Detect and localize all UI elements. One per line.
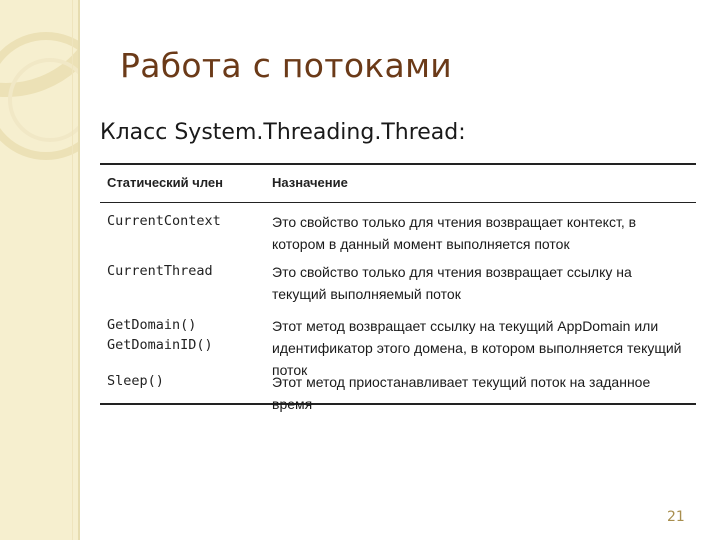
table-row — [100, 211, 696, 261]
member-description: Этот метод возвращает ссылку на текущий AppDomain или идентификатор этого домена, в котором выполняется текущий поток — [272, 318, 682, 378]
table-row — [100, 261, 696, 315]
slide-subtitle: Класс System.Threading.Thread: — [100, 120, 466, 145]
table-header-row — [100, 165, 696, 200]
members-table — [100, 163, 696, 412]
table-row — [100, 371, 696, 412]
decorative-sidebar — [0, 0, 78, 540]
member-name: CurrentThread — [107, 263, 213, 279]
decorative-circles — [0, 0, 78, 540]
table-header-rule — [100, 202, 696, 203]
member-name: CurrentContext — [107, 213, 221, 229]
member-description: Этот метод приостанавливает текущий поток на заданное время — [272, 374, 651, 412]
member-description: Это свойство только для чтения возвращает ссылку на текущий выполняемый поток — [272, 264, 632, 302]
sidebar-divider-inner — [72, 0, 73, 540]
member-name-line: GetDomainID() — [107, 337, 213, 353]
header-member: Статический член — [107, 175, 223, 190]
sidebar-divider — [78, 0, 80, 540]
slide-title: Работа с потоками — [120, 46, 453, 85]
member-name: Sleep() — [107, 373, 164, 389]
member-name — [100, 315, 272, 355]
header-purpose: Назначение — [272, 175, 348, 190]
member-name-line: GetDomain() — [107, 317, 197, 333]
page-number: 21 — [667, 509, 685, 525]
table-row — [100, 315, 696, 378]
member-description: Это свойство только для чтения возвращает контекст, в котором в данный момент выполняется поток — [272, 214, 637, 252]
